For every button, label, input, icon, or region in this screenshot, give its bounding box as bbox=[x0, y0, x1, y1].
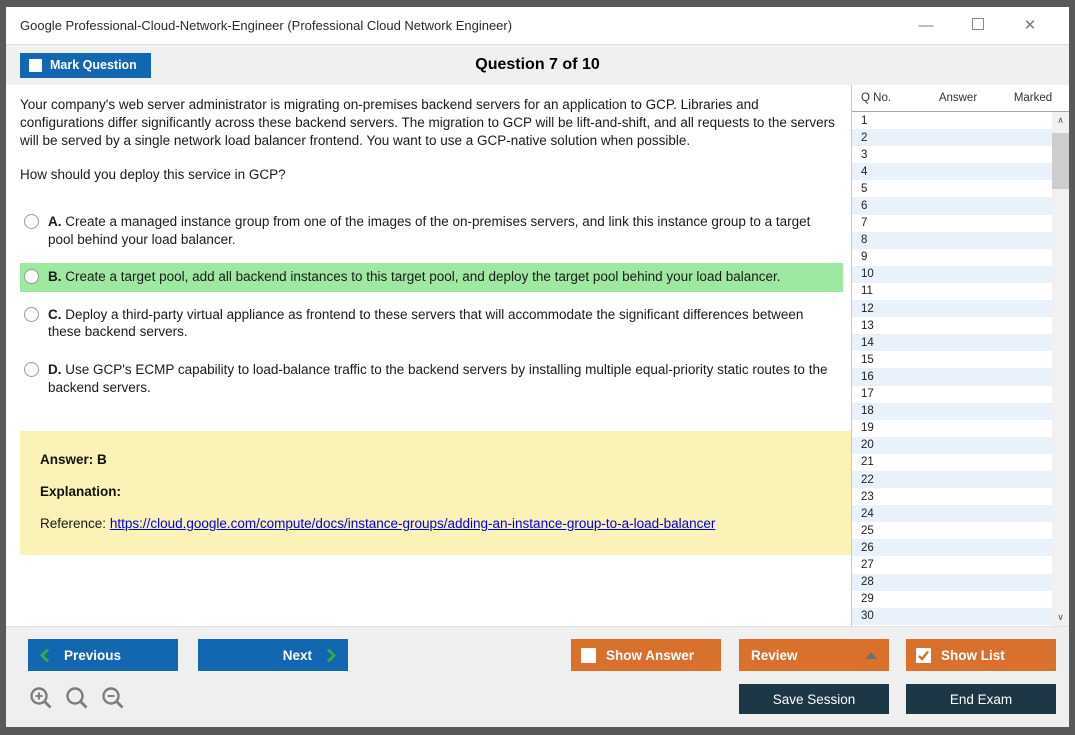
answer-line: Answer: B bbox=[40, 452, 107, 468]
question-row[interactable]: 3 bbox=[852, 146, 1052, 163]
option-a[interactable] bbox=[20, 208, 843, 254]
question-list-body bbox=[852, 112, 1069, 626]
question-row[interactable]: 16 bbox=[852, 368, 1052, 385]
option-a-letter: A. bbox=[48, 214, 62, 230]
question-row[interactable]: 19 bbox=[852, 420, 1052, 437]
reference-label: Reference: bbox=[40, 516, 107, 532]
show-answer-label: Show Answer bbox=[606, 647, 695, 663]
option-d-text: D. Use GCP's ECMP capability to load-balance traffic to the backend servers by installing multiple equal-priority static routes to the backend servers. bbox=[48, 361, 828, 395]
question-row[interactable]: 11 bbox=[852, 283, 1052, 300]
review-button[interactable] bbox=[739, 639, 889, 671]
previous-label: Previous bbox=[64, 647, 122, 663]
question-list-panel bbox=[851, 85, 1069, 626]
question-list bbox=[852, 112, 1052, 626]
question-row[interactable]: 7 bbox=[852, 215, 1052, 232]
option-d[interactable] bbox=[20, 356, 843, 402]
scrollbar[interactable] bbox=[1052, 112, 1069, 626]
option-c-letter: C. bbox=[48, 306, 62, 322]
question-row[interactable]: 13 bbox=[852, 317, 1052, 334]
options-list bbox=[20, 208, 843, 402]
explanation-label: Explanation: bbox=[40, 484, 122, 500]
chevron-left-icon bbox=[40, 648, 50, 663]
reference-line bbox=[40, 516, 836, 531]
show-list-button[interactable] bbox=[906, 639, 1056, 671]
scroll-down-icon[interactable]: ∨ bbox=[1057, 612, 1064, 622]
question-row[interactable]: 14 bbox=[852, 334, 1052, 351]
question-row[interactable]: 22 bbox=[852, 471, 1052, 488]
question-row[interactable]: 28 bbox=[852, 574, 1052, 591]
app-window bbox=[6, 7, 1069, 727]
question-row[interactable]: 15 bbox=[852, 351, 1052, 368]
question-row[interactable]: 12 bbox=[852, 300, 1052, 317]
option-a-text: A. Create a managed instance group from one of the images of the on-premises servers, and link this instance group to a target pool behind your load balancer. bbox=[48, 214, 811, 247]
question-row[interactable]: 29 bbox=[852, 591, 1052, 608]
option-b-letter: B. bbox=[48, 269, 62, 285]
option-c-text: C. Deploy a third-party virtual appliance as frontend to these servers that will accommodate the significant differences between these backend servers. bbox=[48, 306, 804, 340]
previous-button[interactable] bbox=[28, 639, 178, 671]
question-counter: Question 7 of 10 bbox=[475, 56, 600, 73]
zoom-out-icon[interactable] bbox=[100, 685, 127, 712]
question-row[interactable]: 26 bbox=[852, 539, 1052, 556]
question-row[interactable]: 27 bbox=[852, 556, 1052, 573]
review-label: Review bbox=[751, 647, 798, 663]
question-row[interactable]: 30 bbox=[852, 608, 1052, 625]
question-paragraph-1: Your company's web server administrator is migrating on-premises backend servers for an application to GCP. Libraries and configurations differ significantly across these backend servers. The migration to GCP will be lift-and-shift, and all requests to the servers will be served by a single network load balancer frontend. You want to use a GCP-native solution when possible. bbox=[20, 97, 835, 148]
close-icon[interactable]: ✕ bbox=[1023, 17, 1037, 34]
title-bar bbox=[6, 7, 1069, 44]
question-row[interactable]: 8 bbox=[852, 232, 1052, 249]
col-marked: Marked bbox=[1013, 92, 1053, 104]
question-row[interactable]: 10 bbox=[852, 266, 1052, 283]
show-list-checkbox[interactable] bbox=[916, 648, 931, 663]
window-controls bbox=[915, 18, 1055, 33]
radio-icon[interactable] bbox=[24, 307, 39, 322]
show-list-label: Show List bbox=[941, 647, 1005, 663]
save-session-label: Save Session bbox=[772, 691, 856, 707]
zoom-reset-icon[interactable] bbox=[64, 685, 91, 712]
maximize-icon[interactable] bbox=[967, 18, 989, 33]
window-title: Google Professional-Cloud-Network-Engineer (Professional Cloud Network Engineer) bbox=[20, 18, 513, 33]
next-button[interactable] bbox=[198, 639, 348, 671]
maximize-glyph bbox=[972, 18, 984, 30]
scrollbar-thumb[interactable] bbox=[1052, 133, 1069, 189]
bottom-bar bbox=[6, 626, 1069, 727]
question-paragraph-2: How should you deploy this service in GCP? bbox=[20, 167, 286, 183]
option-b[interactable] bbox=[20, 263, 843, 292]
col-qno: Q No. bbox=[861, 92, 892, 104]
question-list-header bbox=[852, 85, 1069, 112]
zoom-controls bbox=[28, 685, 127, 712]
radio-icon[interactable] bbox=[24, 362, 39, 377]
reference-link[interactable]: https://cloud.google.com/compute/docs/instance-groups/adding-an-instance-group-to-a-load-balancer bbox=[109, 516, 716, 532]
option-c[interactable] bbox=[20, 301, 843, 347]
radio-icon[interactable] bbox=[24, 214, 39, 229]
question-row[interactable]: 1 bbox=[852, 112, 1052, 129]
answer-panel bbox=[20, 431, 851, 555]
scroll-up-icon[interactable]: ∧ bbox=[1057, 115, 1064, 125]
header-strip bbox=[6, 44, 1069, 85]
end-exam-button[interactable] bbox=[906, 684, 1056, 714]
next-label: Next bbox=[282, 647, 312, 663]
chevron-right-icon bbox=[326, 648, 336, 663]
question-row[interactable]: 23 bbox=[852, 488, 1052, 505]
check-icon bbox=[916, 648, 931, 663]
col-answer: Answer bbox=[938, 92, 978, 104]
question-row[interactable]: 4 bbox=[852, 163, 1052, 180]
show-answer-checkbox[interactable] bbox=[581, 648, 596, 663]
end-exam-label: End Exam bbox=[949, 691, 1013, 707]
option-d-letter: D. bbox=[48, 361, 62, 377]
zoom-in-icon[interactable] bbox=[28, 685, 55, 712]
question-row[interactable]: 24 bbox=[852, 505, 1052, 522]
radio-icon[interactable] bbox=[24, 269, 39, 284]
question-row[interactable]: 6 bbox=[852, 197, 1052, 214]
question-row[interactable]: 9 bbox=[852, 249, 1052, 266]
question-row[interactable]: 25 bbox=[852, 522, 1052, 539]
show-answer-button[interactable] bbox=[571, 639, 721, 671]
chevron-up-icon bbox=[865, 652, 877, 659]
question-row[interactable]: 20 bbox=[852, 437, 1052, 454]
mark-question-checkbox[interactable] bbox=[29, 59, 42, 72]
mark-question-label: Mark Question bbox=[50, 58, 137, 72]
question-row[interactable]: 5 bbox=[852, 180, 1052, 197]
mark-question-button[interactable] bbox=[20, 53, 151, 78]
save-session-button[interactable] bbox=[739, 684, 889, 714]
content-area bbox=[6, 85, 1069, 626]
question-row[interactable]: 17 bbox=[852, 386, 1052, 403]
question-row[interactable]: 21 bbox=[852, 454, 1052, 471]
option-b-text: B. Create a target pool, add all backend instances to this target pool, and deploy the target pool behind your load balancer. bbox=[48, 269, 781, 285]
minimize-icon[interactable]: — bbox=[918, 17, 934, 34]
question-row[interactable]: 2 bbox=[852, 129, 1052, 146]
question-row[interactable]: 18 bbox=[852, 403, 1052, 420]
question-pane bbox=[6, 85, 851, 626]
